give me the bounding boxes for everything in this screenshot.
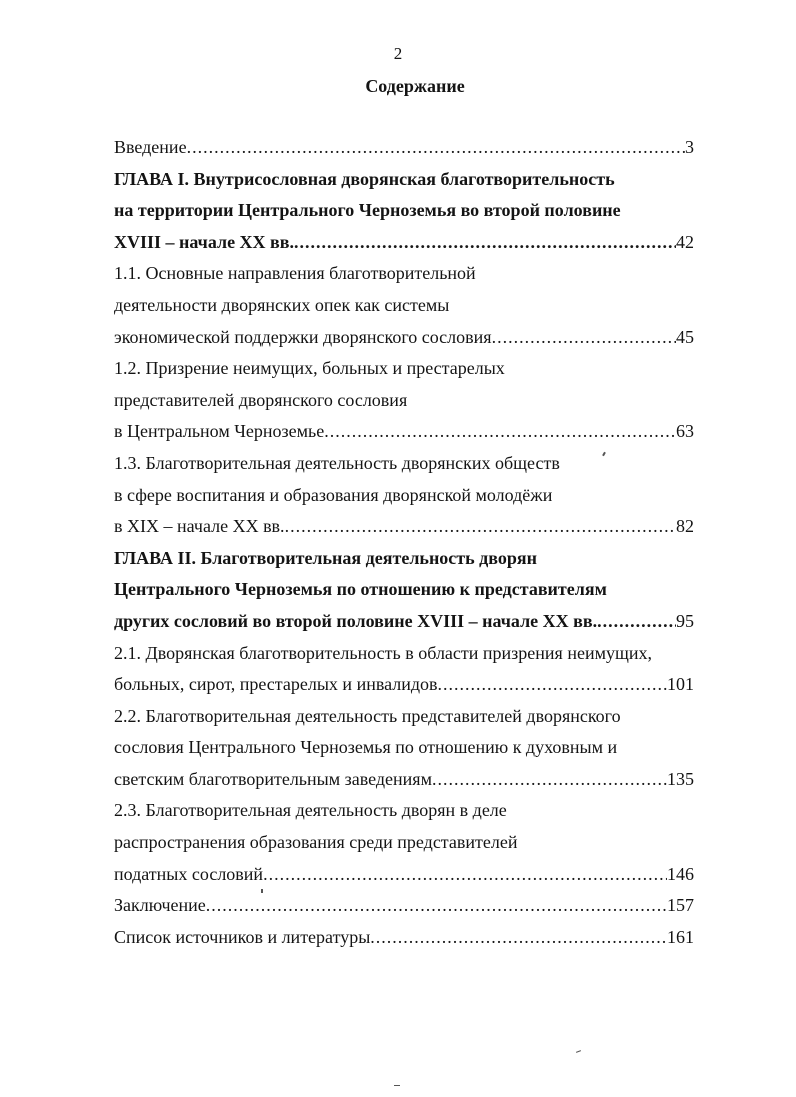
toc-entry-section-2-2 — [114, 764, 694, 796]
toc-entry-chapter-2 — [114, 606, 694, 638]
toc-entry-conclusion — [114, 890, 694, 922]
toc-leader-dots — [206, 890, 667, 922]
toc-entry-text: других сословий во второй половине XVIII – начале XX вв. — [114, 610, 598, 631]
toc-chapter-heading: ГЛАВА II. Благотворительная деятельность дворян — [114, 547, 537, 568]
toc-page-number: 146 — [667, 863, 694, 884]
toc-page-number: 101 — [667, 674, 694, 695]
toc-leader-dots — [492, 322, 676, 354]
toc-section-line: 2.3. Благотворительная деятельность дворян в деле — [114, 800, 507, 821]
toc-page-number: 157 — [667, 895, 694, 916]
toc-entry-section-1-1 — [114, 322, 694, 354]
toc-leader-dots — [187, 132, 685, 164]
toc-leader-dots — [324, 416, 676, 448]
scan-speck — [394, 1085, 400, 1086]
toc-entry-section-1-3 — [114, 511, 694, 543]
page-number: 2 — [393, 44, 403, 63]
toc-page-number: 95 — [676, 610, 694, 631]
toc-section-line: 1.3. Благотворительная деятельность дворянских обществ — [114, 452, 560, 473]
toc-page-number: 82 — [676, 516, 694, 537]
table-of-contents — [114, 132, 694, 953]
toc-leader-dots — [263, 859, 667, 891]
toc-page-number: 63 — [676, 421, 694, 442]
toc-section-line: 1.1. Основные направления благотворительной — [114, 263, 476, 284]
toc-chapter-heading: на территории Центрального Черноземья во второй половине — [114, 200, 621, 221]
toc-entry-text: больных, сирот, престарелых и инвалидов — [114, 674, 438, 695]
toc-section-line: 2.1. Дворянская благотворительность в области призрения неимущих, — [114, 642, 652, 663]
toc-entry-references — [114, 922, 694, 954]
toc-entry-section-1-2 — [114, 416, 694, 448]
page-title: Содержание — [365, 76, 465, 96]
toc-section-line: сословия Центрального Черноземья по отношению к духовным и — [114, 737, 618, 758]
toc-page-number: 161 — [667, 926, 694, 947]
scan-speck — [261, 889, 263, 893]
toc-leader-dots — [432, 764, 667, 796]
toc-entry-section-2-3 — [114, 859, 694, 891]
toc-leader-dots — [294, 227, 676, 259]
toc-chapter-heading: Центрального Черноземья по отношению к представителям — [114, 579, 607, 600]
toc-entry-text: Список источников и литературы — [114, 926, 371, 947]
toc-page-number: 42 — [676, 231, 694, 252]
toc-entry-text: Введение — [114, 137, 187, 157]
toc-entry-text: податных сословий — [114, 863, 264, 884]
toc-section-line: распространения образования среди представителей — [114, 832, 518, 853]
toc-entry-text: XVIII – начале XX вв. — [114, 231, 294, 252]
toc-leader-dots — [370, 922, 667, 954]
toc-leader-dots — [438, 669, 667, 701]
toc-entry-text: в Центральном Черноземье — [114, 421, 325, 442]
toc-entry-text: экономической поддержки дворянского сословия — [114, 326, 492, 347]
toc-entry-text: светским благотворительным заведениям — [114, 768, 432, 789]
toc-leader-dots — [597, 606, 676, 638]
toc-page-number: 3 — [685, 137, 694, 157]
toc-entry-text: Заключение — [114, 895, 206, 916]
toc-chapter-heading: ГЛАВА I. Внутрисословная дворянская благотворительность — [114, 168, 615, 189]
toc-entry-chapter-1 — [114, 227, 694, 259]
toc-entry-text: в XIX – начале XX вв. — [114, 516, 285, 537]
toc-entry-introduction — [114, 132, 694, 164]
toc-section-line: представителей дворянского сословия — [114, 389, 408, 410]
toc-section-line: в сфере воспитания и образования дворянской молодёжи — [114, 484, 553, 505]
toc-entry-section-2-1 — [114, 669, 694, 701]
toc-page-number: 135 — [667, 768, 694, 789]
toc-page-number: 45 — [676, 326, 694, 347]
toc-section-line: 2.2. Благотворительная деятельность представителей дворянского — [114, 705, 621, 726]
toc-section-line: 1.2. Призрение неимущих, больных и престарелых — [114, 358, 505, 379]
toc-section-line: деятельности дворянских опек как системы — [114, 294, 450, 315]
scan-speck — [576, 1050, 581, 1053]
toc-leader-dots — [285, 511, 676, 543]
